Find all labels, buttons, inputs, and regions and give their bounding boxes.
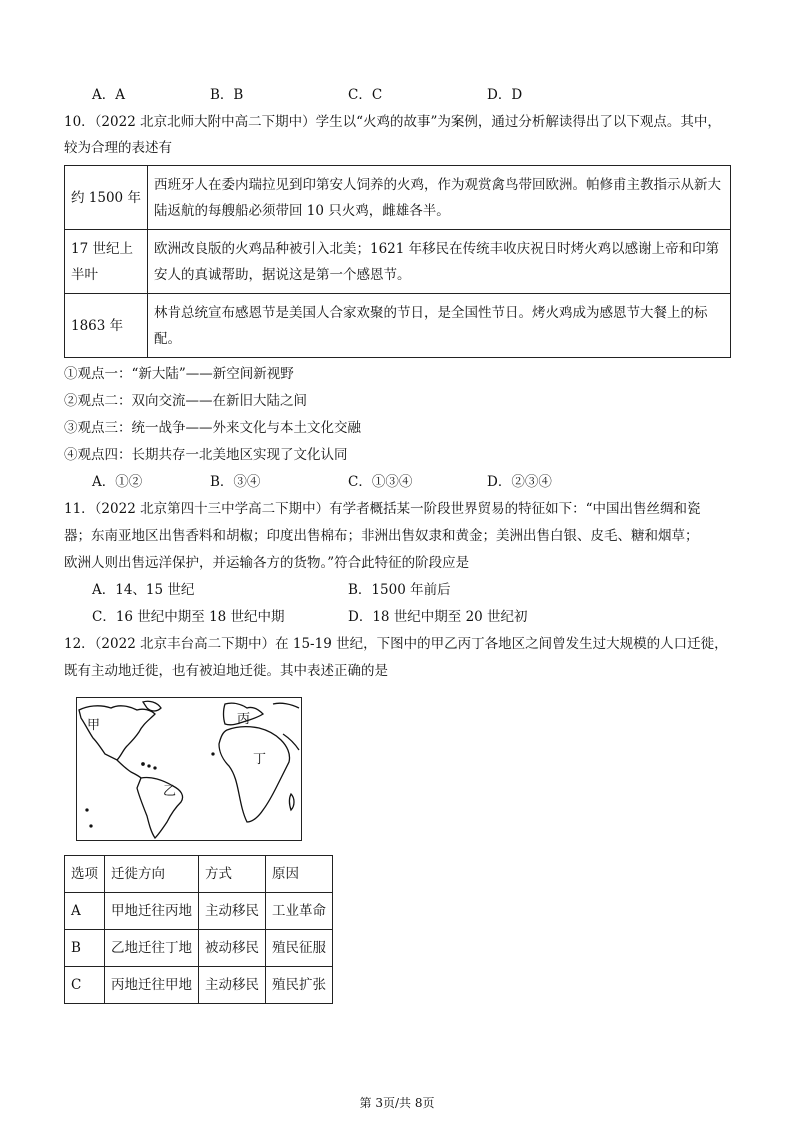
q9-option-a: A．A — [92, 87, 125, 103]
page-number: 第 3页/共 8页 — [359, 1096, 435, 1110]
q10-text-cell: 欧洲改良版的火鸡品种被引入北美；1621 年移民在传统丰收庆祝日时烤火鸡以感谢上帝和印第安人的真诚帮助，据说这是第一个感恩节。 — [148, 230, 731, 294]
table-cell: B — [65, 930, 105, 967]
table-header-cell: 选项 — [65, 856, 105, 893]
q10-stem-line1: 10．（2022 北京北师大附中高二下期中）学生以“火鸡的故事”为案例，通过分析解读得出了以下观点。其中， — [64, 114, 721, 130]
q12-table — [64, 855, 333, 1004]
q10-table — [64, 165, 731, 358]
table-header-cell: 原因 — [266, 856, 333, 893]
q10-stem-line2: 较为合理的表述有 — [64, 140, 172, 156]
table-cell: 工业革命 — [266, 893, 333, 930]
q10-text-cell: 西班牙人在委内瑞拉见到印第安人饲养的火鸡，作为观赏禽鸟带回欧洲。帕修甫主教指示从新大陆返航的每艘船必须带回 10 只火鸡，雌雄各半。 — [148, 166, 731, 230]
q9-option-d: D．D — [487, 87, 523, 103]
map-label-ding: 丁 — [253, 752, 267, 767]
q10-time-cell: 1863 年 — [65, 294, 148, 358]
q11-option-a: A．14、15 世纪 — [92, 582, 195, 598]
table-row — [65, 967, 333, 1004]
table-row — [65, 930, 333, 967]
table-header-cell: 方式 — [199, 856, 266, 893]
table-cell: 丙地迁往甲地 — [105, 967, 199, 1004]
table-row — [65, 893, 333, 930]
map-label-jia: 甲 — [87, 718, 101, 733]
q10-view-3: ③观点三：统一战争——外来文化与本土文化交融 — [64, 420, 361, 436]
q10-option-d: D．②③④ — [487, 474, 552, 490]
world-map-drawing — [77, 698, 301, 840]
q11-option-d: D．18 世纪中期至 20 世纪初 — [348, 609, 528, 625]
table-row — [65, 166, 731, 230]
q10-option-b: B．③④ — [210, 474, 261, 490]
table-cell: 殖民扩张 — [266, 967, 333, 1004]
map-label-yi: 乙 — [163, 784, 177, 799]
q10-view-2: ②观点二：双向交流——在新旧大陆之间 — [64, 393, 307, 409]
q10-option-a: A．①② — [92, 474, 143, 490]
q12-stem-line1: 12．（2022 北京丰台高二下期中）在 15-19 世纪，下图中的甲乙丙丁各地区之间曾发生过大规模的人口迁徙， — [64, 636, 728, 652]
q11-stem-line3: 欧洲人则出售远洋保护，并运输各方的货物。”符合此特征的阶段应是 — [64, 555, 470, 571]
q10-time-cell: 约 1500 年 — [65, 166, 148, 230]
q10-view-1: ①观点一：“新大陆”——新空间新视野 — [64, 366, 294, 382]
q11-option-c: C．16 世纪中期至 18 世纪中期 — [92, 609, 285, 625]
table-header-row — [65, 856, 333, 893]
table-cell: 甲地迁往丙地 — [105, 893, 199, 930]
q10-text-cell: 林肯总统宣布感恩节是美国人合家欢聚的节日，是全国性节日。烤火鸡成为感恩节大餐上的标配。 — [148, 294, 731, 358]
table-cell: 主动移民 — [199, 967, 266, 1004]
q10-view-4: ④观点四：长期共存一北美地区实现了文化认同 — [64, 447, 348, 463]
q10-time-cell: 17 世纪上半叶 — [65, 230, 148, 294]
q11-stem-line1: 11．（2022 北京第四十三中学高二下期中）有学者概括某一阶段世界贸易的特征如下：“中国出售丝绸和瓷 — [64, 501, 701, 517]
table-row — [65, 294, 731, 358]
table-cell: 主动移民 — [199, 893, 266, 930]
table-cell: 乙地迁往丁地 — [105, 930, 199, 967]
q10-option-c: C．①③④ — [348, 474, 413, 490]
table-row — [65, 230, 731, 294]
table-cell: 殖民征服 — [266, 930, 333, 967]
table-cell: 被动移民 — [199, 930, 266, 967]
q9-option-c: C．C — [348, 87, 383, 103]
world-map — [76, 697, 302, 841]
q12-stem-line2: 既有主动地迁徙，也有被迫地迁徙。其中表述正确的是 — [64, 663, 388, 679]
q11-stem-line2: 器；东南亚地区出售香料和胡椒；印度出售棉布；非洲出售奴隶和黄金；美洲出售白银、皮毛、糖和烟草； — [64, 528, 699, 544]
map-label-bing: 丙 — [237, 712, 251, 727]
q11-option-b: B．1500 年前后 — [348, 582, 451, 598]
table-cell: A — [65, 893, 105, 930]
q9-option-b: B．B — [210, 87, 244, 103]
table-header-cell: 迁徙方向 — [105, 856, 199, 893]
table-cell: C — [65, 967, 105, 1004]
